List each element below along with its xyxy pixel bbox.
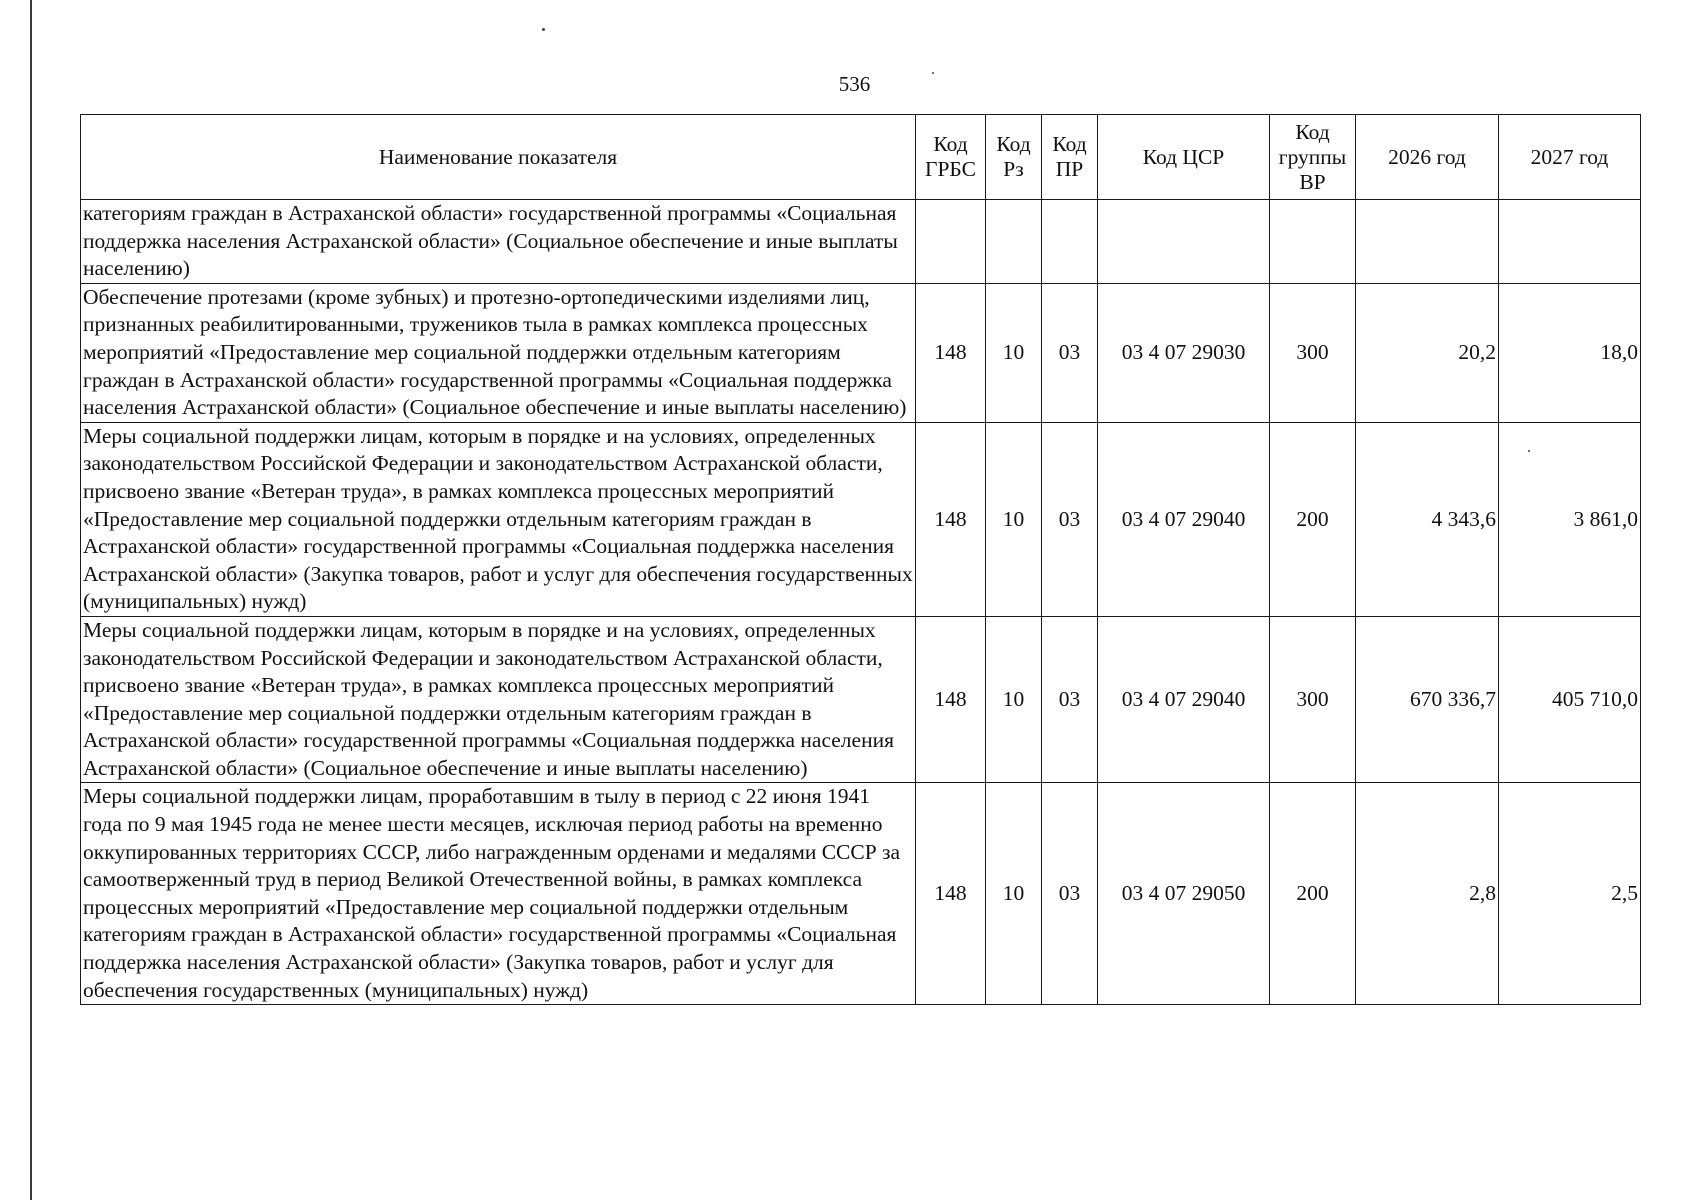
cell-2026: 20,2: [1356, 283, 1499, 422]
cell-pr: 03: [1042, 616, 1098, 783]
cell-vr: 200: [1270, 783, 1356, 1005]
cell-csr: [1098, 200, 1270, 284]
cell-csr: 03 4 07 29050: [1098, 783, 1270, 1005]
cell-csr: 03 4 07 29030: [1098, 283, 1270, 422]
cell-grbs: 148: [916, 783, 986, 1005]
cell-pr: [1042, 200, 1098, 284]
budget-table: [80, 114, 1641, 1005]
header-vr: Код группы ВР: [1270, 115, 1356, 200]
cell-pr: 03: [1042, 283, 1098, 422]
cell-grbs: [916, 200, 986, 284]
header-name: Наименование показателя: [81, 115, 916, 200]
table-row: [81, 422, 1641, 616]
cell-pr: 03: [1042, 422, 1098, 616]
table-row: [81, 283, 1641, 422]
cell-rz: 10: [986, 422, 1042, 616]
cell-name: Меры социальной поддержки лицам, которым в порядке и на условиях, определенных законодательством Российской Федерации и законодательством Астраханской области, присвоено звание «Ветеран труда», в рамках комплекса процессных мероприятий «Предоставление мер социальной поддержки отдельным категориям граждан в Астраханской области» государственной программы «Социальная поддержка населения Астраханской области» (Социальное обеспечение и иные выплаты населению): [81, 616, 916, 783]
header-2026: 2026 год: [1356, 115, 1499, 200]
cell-2027: 18,0: [1499, 283, 1641, 422]
cell-vr: 300: [1270, 283, 1356, 422]
page-number-text: 536: [838, 72, 871, 96]
cell-2027: [1499, 200, 1641, 284]
cell-pr: 03: [1042, 783, 1098, 1005]
table-header: [81, 115, 1641, 200]
cell-rz: [986, 200, 1042, 284]
header-pr: Код ПР: [1042, 115, 1098, 200]
cell-rz: 10: [986, 616, 1042, 783]
cell-grbs: 148: [916, 422, 986, 616]
cell-csr: 03 4 07 29040: [1098, 616, 1270, 783]
cell-csr: 03 4 07 29040: [1098, 422, 1270, 616]
header-csr: Код ЦСР: [1098, 115, 1270, 200]
cell-2026: 4 343,6: [1356, 422, 1499, 616]
cell-2026: [1356, 200, 1499, 284]
cell-2026: 670 336,7: [1356, 616, 1499, 783]
cell-vr: 200: [1270, 422, 1356, 616]
cell-rz: 10: [986, 783, 1042, 1005]
cell-2027: 405 710,0: [1499, 616, 1641, 783]
header-rz: Код Рз: [986, 115, 1042, 200]
table-row: [81, 616, 1641, 783]
header-grbs: Код ГРБС: [916, 115, 986, 200]
cell-2027: 3 861,0: [1499, 422, 1641, 616]
cell-rz: 10: [986, 283, 1042, 422]
cell-2026: 2,8: [1356, 783, 1499, 1005]
cell-grbs: 148: [916, 283, 986, 422]
table-row: [81, 783, 1641, 1005]
table-body: [81, 200, 1641, 1005]
cell-2027: 2,5: [1499, 783, 1641, 1005]
cell-name: Меры социальной поддержки лицам, которым в порядке и на условиях, определенных законодательством Российской Федерации и законодательством Астраханской области, присвоено звание «Ветеран труда», в рамках комплекса процессных мероприятий «Предоставление мер социальной поддержки отдельным категориям граждан в Астраханской области» государственной программы «Социальная поддержка населения Астраханской области» (Закупка товаров, работ и услуг для обеспечения государственных (муниципальных) нужд): [81, 422, 916, 616]
cell-name: Обеспечение протезами (кроме зубных) и протезно-ортопедическими изделиями лиц, признанных реабилитированными, тружеников тыла в рамках комплекса процессных мероприятий «Предоставление мер социальной поддержки отдельным категориям граждан в Астраханской области» государственной программы «Социальная поддержка населения Астраханской области» (Социальное обеспечение и иные выплаты населению): [81, 283, 916, 422]
cell-name: категориям граждан в Астраханской области» государственной программы «Социальная поддержка населения Астраханской области» (Социальное обеспечение и иные выплаты населению): [81, 200, 916, 284]
table-row: [81, 200, 1641, 284]
cell-vr: [1270, 200, 1356, 284]
cell-name: Меры социальной поддержки лицам, проработавшим в тылу в период с 22 июня 1941 года по 9 мая 1945 года не менее шести месяцев, исключая период работы на временно оккупированных территориях СССР, либо награжденным орденами и медалями СССР за самоотверженный труд в период Великой Отечественной войны, в рамках комплекса процессных мероприятий «Предоставление мер социальной поддержки отдельным категориям граждан в Астраханской области» государственной программы «Социальная поддержка населения Астраханской области» (Закупка товаров, работ и услуг для обеспечения государственных (муниципальных) нужд): [81, 783, 916, 1005]
header-2027: 2027 год: [1499, 115, 1641, 200]
cell-vr: 300: [1270, 616, 1356, 783]
page-number: [0, 72, 1697, 97]
cell-grbs: 148: [916, 616, 986, 783]
scan-binding-line: [30, 0, 32, 1200]
header-row: [81, 115, 1641, 200]
scan-speck: [542, 28, 545, 31]
